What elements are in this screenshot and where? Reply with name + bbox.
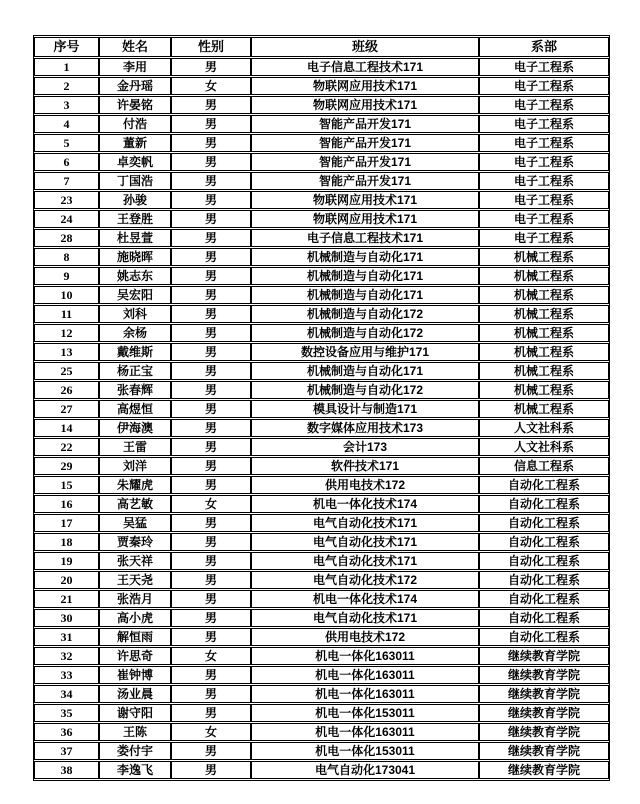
cell-no: 34 — [34, 685, 99, 703]
cell-gender: 男 — [171, 533, 251, 551]
cell-no: 30 — [34, 609, 99, 627]
cell-name: 张春辉 — [99, 381, 171, 399]
cell-gender: 男 — [171, 134, 251, 152]
table-row — [34, 210, 609, 228]
cell-department: 自动化工程系 — [479, 495, 609, 513]
cell-gender: 男 — [171, 438, 251, 456]
cell-department: 自动化工程系 — [479, 609, 609, 627]
cell-class: 机电一体化技术174 — [251, 590, 479, 608]
cell-no: 6 — [34, 153, 99, 171]
cell-gender: 男 — [171, 685, 251, 703]
table-row — [34, 704, 609, 722]
cell-name: 朱耀虎 — [99, 476, 171, 494]
cell-no: 1 — [34, 58, 99, 76]
table-row — [34, 400, 609, 418]
column-header-name: 姓名 — [99, 37, 171, 57]
cell-gender: 男 — [171, 153, 251, 171]
table-row — [34, 343, 609, 361]
cell-class: 机电一体化163011 — [251, 666, 479, 684]
table-row — [34, 609, 609, 627]
cell-department: 机械工程系 — [479, 400, 609, 418]
cell-gender: 男 — [171, 476, 251, 494]
cell-no: 25 — [34, 362, 99, 380]
cell-department: 机械工程系 — [479, 324, 609, 342]
cell-name: 丁国浩 — [99, 172, 171, 190]
cell-department: 自动化工程系 — [479, 571, 609, 589]
cell-department: 电子工程系 — [479, 153, 609, 171]
cell-gender: 男 — [171, 457, 251, 475]
cell-name: 王陈 — [99, 723, 171, 741]
table-row — [34, 514, 609, 532]
cell-no: 23 — [34, 191, 99, 209]
cell-department: 自动化工程系 — [479, 476, 609, 494]
cell-no: 37 — [34, 742, 99, 760]
table-row — [34, 495, 609, 513]
cell-no: 3 — [34, 96, 99, 114]
cell-department: 机械工程系 — [479, 248, 609, 266]
cell-department: 电子工程系 — [479, 210, 609, 228]
cell-name: 许思奇 — [99, 647, 171, 665]
column-header-class: 班级 — [251, 37, 479, 57]
cell-name: 汤业晨 — [99, 685, 171, 703]
cell-gender: 男 — [171, 381, 251, 399]
cell-name: 高煜恒 — [99, 400, 171, 418]
table-row — [34, 666, 609, 684]
cell-class: 物联网应用技术171 — [251, 191, 479, 209]
cell-class: 电气自动化技术171 — [251, 514, 479, 532]
cell-no: 20 — [34, 571, 99, 589]
table-row — [34, 134, 609, 152]
cell-no: 12 — [34, 324, 99, 342]
table-row — [34, 381, 609, 399]
cell-name: 付浩 — [99, 115, 171, 133]
cell-gender: 男 — [171, 419, 251, 437]
table-row — [34, 590, 609, 608]
cell-no: 17 — [34, 514, 99, 532]
cell-department: 电子工程系 — [479, 77, 609, 95]
cell-name: 伊海澳 — [99, 419, 171, 437]
table-row — [34, 172, 609, 190]
cell-class: 机电一体化153011 — [251, 704, 479, 722]
cell-gender: 男 — [171, 229, 251, 247]
cell-class: 电气自动化技术171 — [251, 552, 479, 570]
cell-class: 智能产品开发171 — [251, 134, 479, 152]
cell-no: 7 — [34, 172, 99, 190]
cell-no: 15 — [34, 476, 99, 494]
cell-no: 13 — [34, 343, 99, 361]
cell-no: 2 — [34, 77, 99, 95]
cell-class: 智能产品开发171 — [251, 153, 479, 171]
cell-name: 刘洋 — [99, 457, 171, 475]
cell-class: 数字媒体应用技术173 — [251, 419, 479, 437]
cell-no: 36 — [34, 723, 99, 741]
cell-department: 机械工程系 — [479, 343, 609, 361]
cell-class: 机械制造与自动化171 — [251, 248, 479, 266]
table-row — [34, 533, 609, 551]
table-row — [34, 457, 609, 475]
cell-name: 谢守阳 — [99, 704, 171, 722]
cell-name: 贾秦玲 — [99, 533, 171, 551]
cell-department: 继续教育学院 — [479, 666, 609, 684]
cell-no: 38 — [34, 761, 99, 779]
cell-class: 机械制造与自动化171 — [251, 286, 479, 304]
cell-gender: 男 — [171, 514, 251, 532]
cell-gender: 女 — [171, 647, 251, 665]
cell-no: 18 — [34, 533, 99, 551]
cell-gender: 男 — [171, 191, 251, 209]
cell-name: 娄付宇 — [99, 742, 171, 760]
cell-no: 27 — [34, 400, 99, 418]
cell-gender: 女 — [171, 77, 251, 95]
cell-name: 王雷 — [99, 438, 171, 456]
column-header-department: 系部 — [479, 37, 609, 57]
cell-department: 继续教育学院 — [479, 742, 609, 760]
cell-department: 电子工程系 — [479, 115, 609, 133]
table-row — [34, 723, 609, 741]
cell-gender: 女 — [171, 723, 251, 741]
cell-name: 高艺敏 — [99, 495, 171, 513]
cell-department: 电子工程系 — [479, 229, 609, 247]
cell-name: 孙骏 — [99, 191, 171, 209]
cell-department: 继续教育学院 — [479, 723, 609, 741]
student-roster-table — [33, 35, 610, 781]
cell-class: 机械制造与自动化171 — [251, 362, 479, 380]
table-row — [34, 438, 609, 456]
cell-class: 机电一体化163011 — [251, 723, 479, 741]
cell-no: 21 — [34, 590, 99, 608]
cell-name: 王天尧 — [99, 571, 171, 589]
table-row — [34, 476, 609, 494]
cell-name: 戴维斯 — [99, 343, 171, 361]
cell-class: 电气自动化技术171 — [251, 533, 479, 551]
cell-class: 电子信息工程技术171 — [251, 229, 479, 247]
cell-no: 35 — [34, 704, 99, 722]
cell-department: 机械工程系 — [479, 286, 609, 304]
cell-name: 卓奕帆 — [99, 153, 171, 171]
table-row — [34, 96, 609, 114]
cell-no: 26 — [34, 381, 99, 399]
cell-name: 杨正宝 — [99, 362, 171, 380]
cell-gender: 男 — [171, 115, 251, 133]
table-row — [34, 267, 609, 285]
cell-gender: 男 — [171, 210, 251, 228]
cell-class: 供用电技术172 — [251, 476, 479, 494]
cell-gender: 男 — [171, 609, 251, 627]
cell-department: 机械工程系 — [479, 381, 609, 399]
cell-gender: 男 — [171, 305, 251, 323]
cell-name: 崔钟博 — [99, 666, 171, 684]
header-row — [34, 37, 609, 57]
roster-table-head — [34, 37, 609, 57]
cell-department: 继续教育学院 — [479, 704, 609, 722]
cell-class: 物联网应用技术171 — [251, 96, 479, 114]
cell-class: 模具设计与制造171 — [251, 400, 479, 418]
cell-name: 李逸飞 — [99, 761, 171, 779]
cell-gender: 男 — [171, 362, 251, 380]
cell-gender: 男 — [171, 590, 251, 608]
cell-no: 22 — [34, 438, 99, 456]
cell-class: 软件技术171 — [251, 457, 479, 475]
cell-gender: 男 — [171, 571, 251, 589]
table-row — [34, 742, 609, 760]
cell-gender: 男 — [171, 286, 251, 304]
cell-name: 王登胜 — [99, 210, 171, 228]
cell-no: 28 — [34, 229, 99, 247]
cell-gender: 女 — [171, 495, 251, 513]
table-row — [34, 229, 609, 247]
cell-name: 张浩月 — [99, 590, 171, 608]
cell-class: 机械制造与自动化172 — [251, 381, 479, 399]
cell-gender: 男 — [171, 742, 251, 760]
cell-no: 16 — [34, 495, 99, 513]
table-row — [34, 571, 609, 589]
cell-department: 信息工程系 — [479, 457, 609, 475]
cell-gender: 男 — [171, 267, 251, 285]
cell-class: 会计173 — [251, 438, 479, 456]
cell-department: 人文社科系 — [479, 419, 609, 437]
cell-class: 电子信息工程技术171 — [251, 58, 479, 76]
roster-table-body — [34, 58, 609, 779]
cell-gender: 男 — [171, 628, 251, 646]
cell-department: 电子工程系 — [479, 134, 609, 152]
cell-no: 33 — [34, 666, 99, 684]
cell-department: 自动化工程系 — [479, 590, 609, 608]
table-row — [34, 552, 609, 570]
cell-department: 电子工程系 — [479, 96, 609, 114]
cell-class: 机械制造与自动化172 — [251, 324, 479, 342]
table-row — [34, 761, 609, 779]
table-row — [34, 647, 609, 665]
cell-department: 机械工程系 — [479, 305, 609, 323]
cell-name: 余杨 — [99, 324, 171, 342]
column-header-no: 序号 — [34, 37, 99, 57]
cell-class: 电气自动化技术172 — [251, 571, 479, 589]
cell-gender: 男 — [171, 96, 251, 114]
cell-gender: 男 — [171, 704, 251, 722]
cell-gender: 男 — [171, 172, 251, 190]
cell-class: 物联网应用技术171 — [251, 210, 479, 228]
cell-gender: 男 — [171, 324, 251, 342]
table-row — [34, 248, 609, 266]
cell-class: 机电一体化163011 — [251, 685, 479, 703]
cell-class: 机械制造与自动化172 — [251, 305, 479, 323]
column-header-gender: 性别 — [171, 37, 251, 57]
cell-no: 11 — [34, 305, 99, 323]
cell-gender: 男 — [171, 400, 251, 418]
table-row — [34, 115, 609, 133]
cell-department: 自动化工程系 — [479, 533, 609, 551]
cell-department: 自动化工程系 — [479, 628, 609, 646]
cell-department: 自动化工程系 — [479, 552, 609, 570]
table-row — [34, 191, 609, 209]
cell-no: 29 — [34, 457, 99, 475]
cell-name: 李用 — [99, 58, 171, 76]
table-row — [34, 324, 609, 342]
cell-class: 物联网应用技术171 — [251, 77, 479, 95]
table-row — [34, 58, 609, 76]
cell-class: 电气自动化173041 — [251, 761, 479, 779]
cell-no: 19 — [34, 552, 99, 570]
cell-class: 机电一体化技术174 — [251, 495, 479, 513]
cell-class: 机械制造与自动化171 — [251, 267, 479, 285]
cell-department: 继续教育学院 — [479, 761, 609, 779]
table-row — [34, 286, 609, 304]
cell-gender: 男 — [171, 761, 251, 779]
cell-name: 许晏铭 — [99, 96, 171, 114]
cell-no: 32 — [34, 647, 99, 665]
table-row — [34, 362, 609, 380]
table-row — [34, 305, 609, 323]
cell-department: 机械工程系 — [479, 267, 609, 285]
cell-department: 人文社科系 — [479, 438, 609, 456]
table-row — [34, 153, 609, 171]
cell-department: 继续教育学院 — [479, 685, 609, 703]
cell-name: 张天祥 — [99, 552, 171, 570]
cell-class: 智能产品开发171 — [251, 172, 479, 190]
cell-class: 机电一体化163011 — [251, 647, 479, 665]
cell-gender: 男 — [171, 552, 251, 570]
cell-class: 机电一体化153011 — [251, 742, 479, 760]
cell-department: 电子工程系 — [479, 172, 609, 190]
cell-department: 自动化工程系 — [479, 514, 609, 532]
cell-name: 金丹瑶 — [99, 77, 171, 95]
cell-no: 24 — [34, 210, 99, 228]
cell-name: 董新 — [99, 134, 171, 152]
cell-name: 吴宏阳 — [99, 286, 171, 304]
cell-gender: 男 — [171, 248, 251, 266]
cell-class: 智能产品开发171 — [251, 115, 479, 133]
cell-class: 数控设备应用与维护171 — [251, 343, 479, 361]
cell-no: 9 — [34, 267, 99, 285]
table-row — [34, 685, 609, 703]
cell-gender: 男 — [171, 343, 251, 361]
cell-name: 解恒雨 — [99, 628, 171, 646]
cell-name: 刘科 — [99, 305, 171, 323]
table-row — [34, 77, 609, 95]
cell-gender: 男 — [171, 58, 251, 76]
cell-gender: 男 — [171, 666, 251, 684]
cell-no: 5 — [34, 134, 99, 152]
table-row — [34, 419, 609, 437]
cell-class: 电气自动化技术171 — [251, 609, 479, 627]
cell-department: 电子工程系 — [479, 58, 609, 76]
cell-no: 31 — [34, 628, 99, 646]
cell-name: 吴猛 — [99, 514, 171, 532]
cell-name: 高小虎 — [99, 609, 171, 627]
cell-no: 4 — [34, 115, 99, 133]
cell-name: 施晓晖 — [99, 248, 171, 266]
table-row — [34, 628, 609, 646]
cell-name: 杜昱萱 — [99, 229, 171, 247]
cell-class: 供用电技术172 — [251, 628, 479, 646]
cell-no: 8 — [34, 248, 99, 266]
cell-no: 10 — [34, 286, 99, 304]
cell-department: 机械工程系 — [479, 362, 609, 380]
cell-department: 电子工程系 — [479, 191, 609, 209]
cell-no: 14 — [34, 419, 99, 437]
cell-name: 姚志东 — [99, 267, 171, 285]
cell-department: 继续教育学院 — [479, 647, 609, 665]
